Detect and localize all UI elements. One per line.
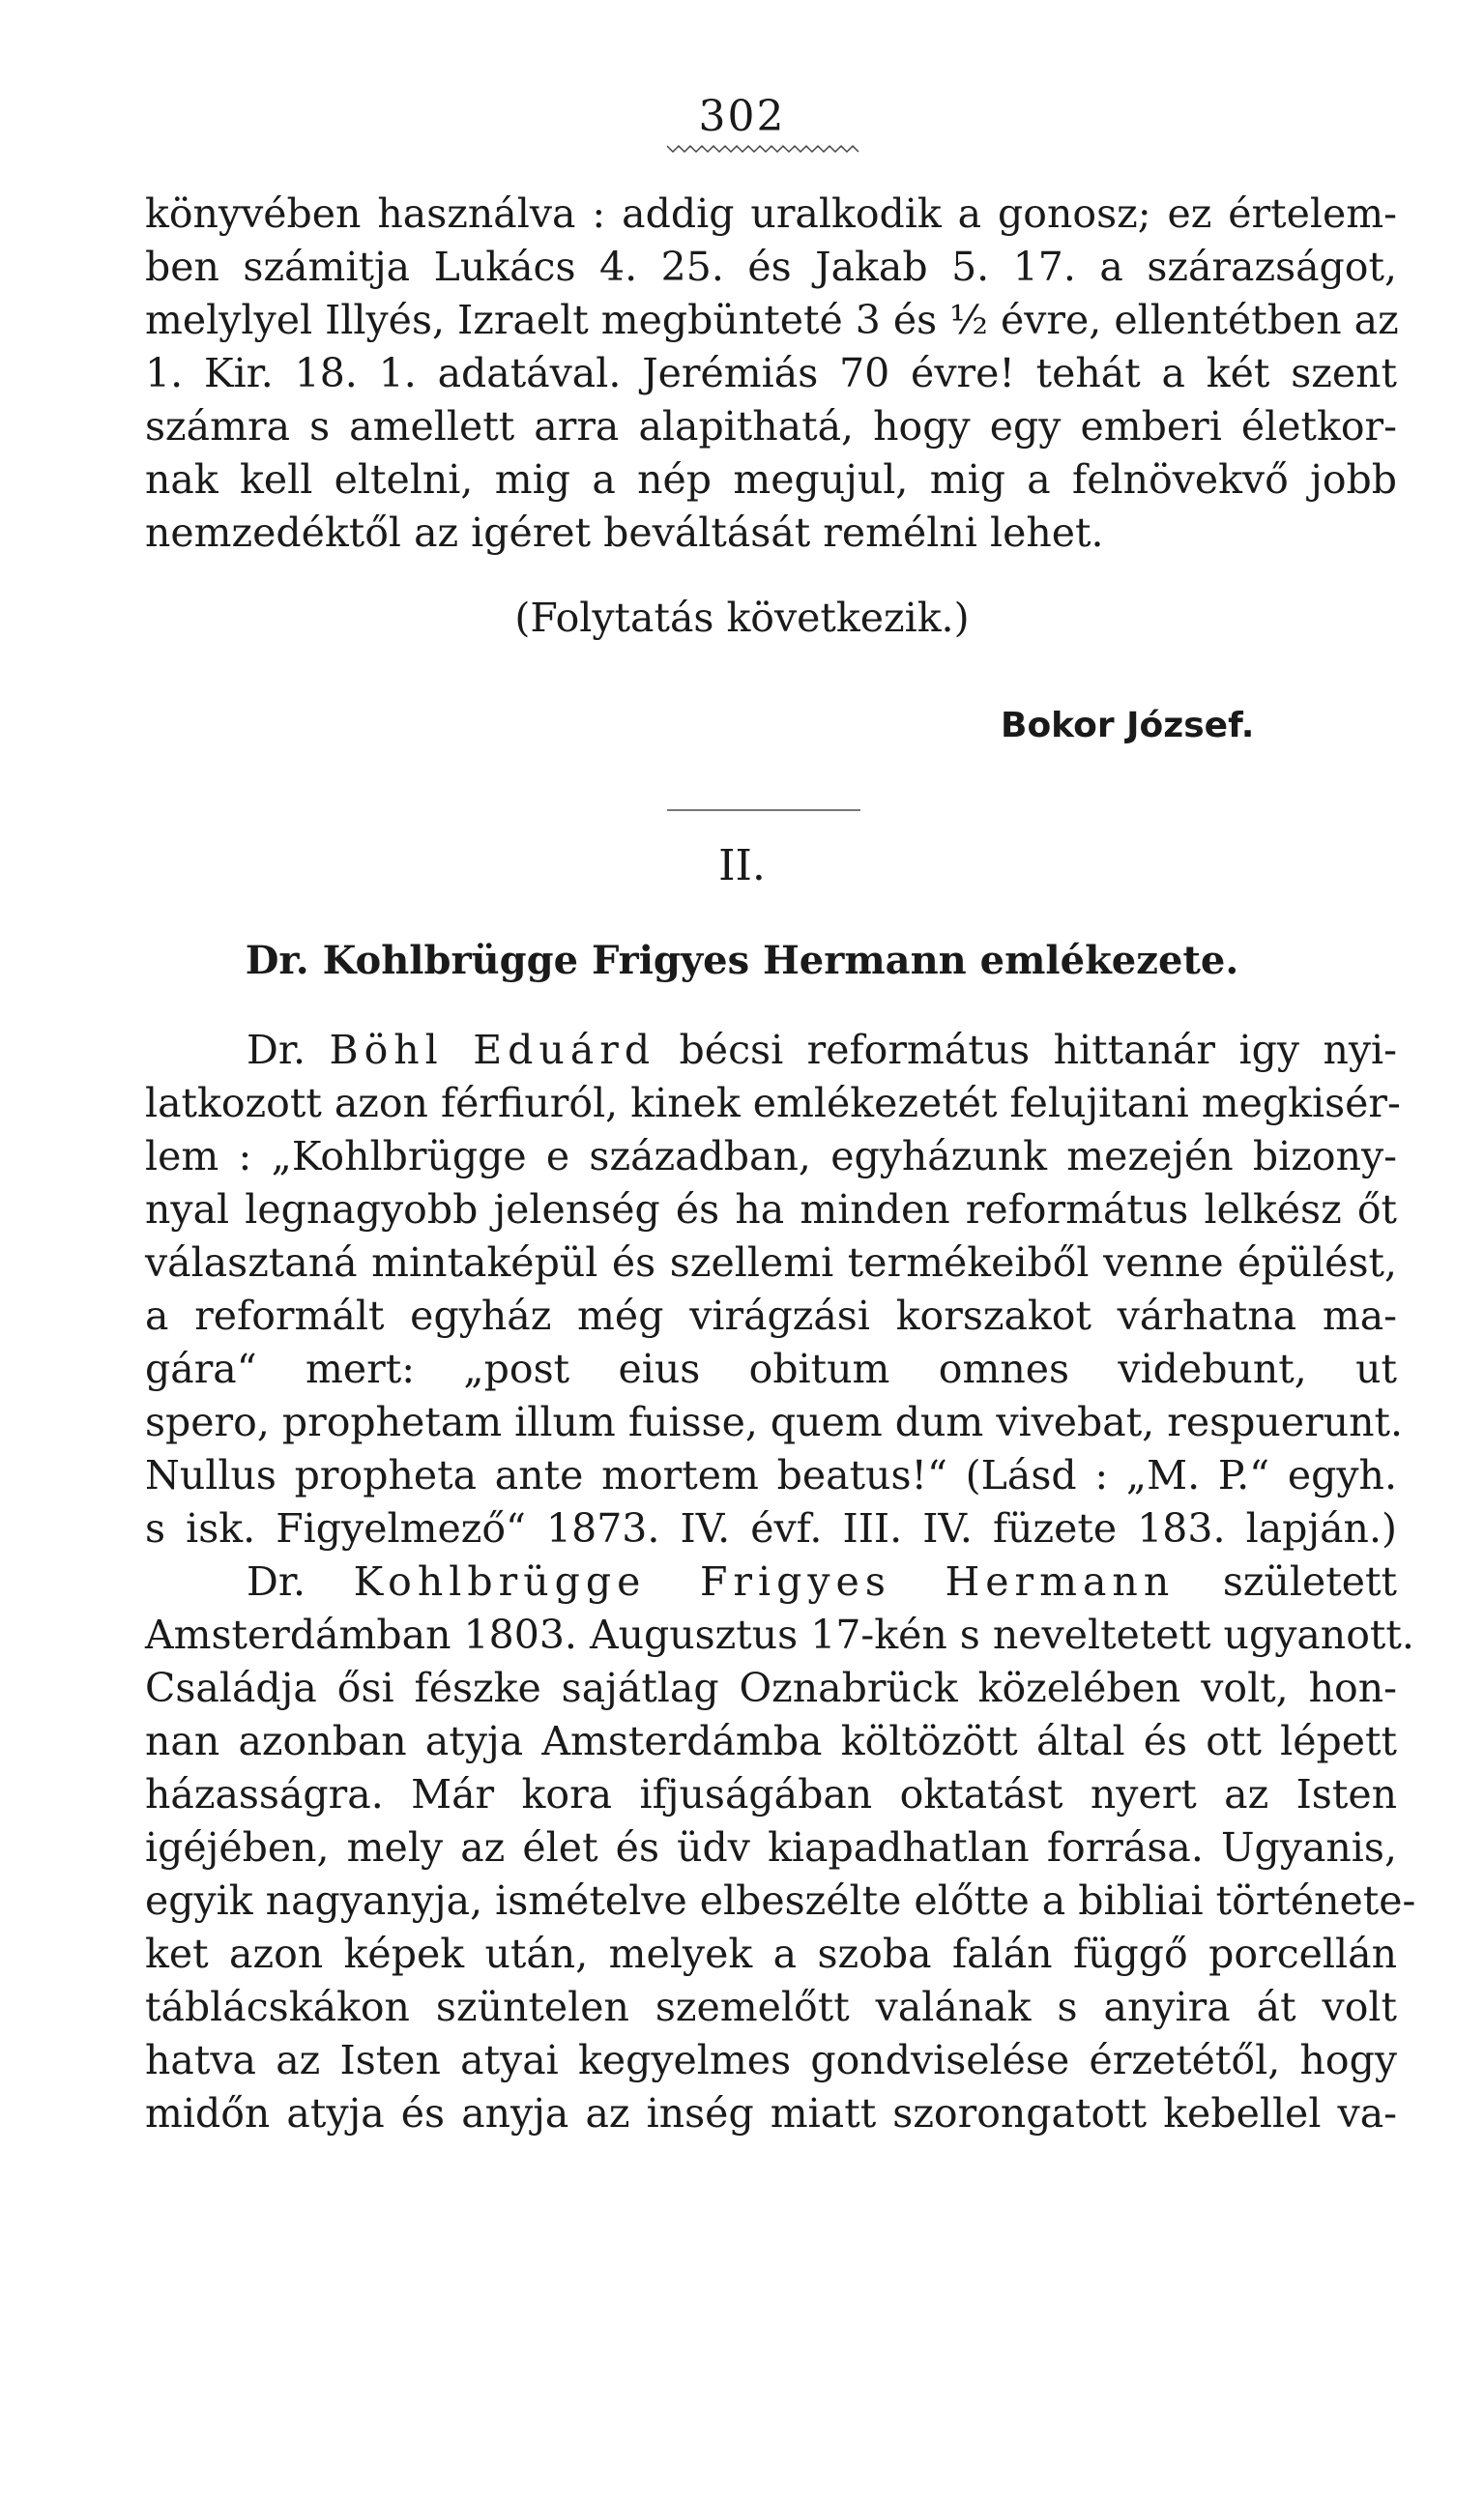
text-rest: született (1175, 1558, 1397, 1605)
text-line: s isk. Figyelmező“ 1873. IV. évf. III. IV. füzete 183. lapján.) (145, 1505, 1397, 1552)
text-line: táblácskákon szüntelen szemelőtt valának s anyira át volt (145, 1984, 1397, 2030)
section-divider (667, 809, 860, 811)
paragraph-first-line (247, 1025, 1397, 1075)
text-line: nak kell eltelni, mig a nép megujul, mig a felnövekvő jobb (145, 456, 1397, 503)
text-line: hatva az Isten atyai kegyelmes gondviselése érzetétől, hogy (145, 2037, 1397, 2083)
text-line: választaná mintaképül és szellemi termékeiből venne épülést, (145, 1239, 1397, 1286)
continuation-note: (Folytatás következik.) (514, 595, 970, 641)
text-lead: Dr. (247, 1558, 354, 1605)
text-lead: Dr. (247, 1027, 330, 1073)
text-line: midőn atyja és anyja az inség miatt szorongatott kebellel va- (145, 2090, 1397, 2137)
text-line: nan azonban atyja Amsterdámba költözött által és ott lépett (145, 1718, 1397, 1764)
text-line: spero, prophetam illum fuisse, quem dum vivebat, respuerunt. (145, 1399, 1403, 1445)
text-line: melylyel Illyés, Izraelt megbünteté 3 és ½ évre, ellentétben az (145, 297, 1399, 343)
text-line: Amsterdámban 1803. Augusztus 17-kén s neveltetett ugyanott. (145, 1612, 1414, 1658)
text-line: számra s amellett arra alapithatá, hogy egy emberi életkor- (145, 403, 1397, 450)
spaced-name: Böhl Eduárd (329, 1027, 656, 1073)
text-line: könyvében használva : addig uralkodik a gonosz; ez értelem- (145, 190, 1397, 237)
spaced-name: Kohlbrügge Frigyes Hermann (353, 1558, 1176, 1605)
text-line: Családja ősi fészke sajátlag Oznabrück közelében volt, hon- (145, 1665, 1397, 1711)
text-rest: bécsi református hittanár igy nyi- (655, 1027, 1397, 1073)
text-line: igéjében, mely az élet és üdv kiapadhatlan forrása. Ugyanis, (145, 1824, 1397, 1871)
text-line: nyal legnagyobb jelenség és ha minden református lelkész őt (145, 1186, 1397, 1233)
text-line: latkozott azon férfiuról, kinek emlékezetét felujitani megkisér- (145, 1080, 1401, 1126)
text-line: a reformált egyház még virágzási korszakot várhatna ma- (145, 1293, 1397, 1339)
text-line: ben számitja Lukács 4. 25. és Jakab 5. 17. a szárazságot, (145, 244, 1397, 290)
text-line: 1. Kir. 18. 1. adatával. Jerémiás 70 évre! tehát a két szent (145, 350, 1397, 396)
text-line: ket azon képek után, melyek a szoba falán függő porcellán (145, 1931, 1397, 1977)
text-line: egyik nagyanyja, ismételve elbeszélte előtte a bibliai története- (145, 1877, 1416, 1924)
text-line: házasságra. Már kora ifjuságában oktatást nyert az Isten (145, 1771, 1397, 1818)
section-title: Dr. Kohlbrügge Frigyes Hermann emlékezete. (245, 938, 1239, 983)
text-line: nemzedéktől az igéret beváltását remélni lehet. (145, 509, 1104, 556)
section-number: II. (718, 841, 766, 890)
page-number: 302 (698, 92, 786, 141)
text-line: lem : „Kohlbrügge e században, egyházunk mezején bizony- (145, 1133, 1397, 1179)
paragraph-first-line (247, 1556, 1397, 1607)
page-number-ornament (667, 143, 860, 155)
text-line: Nullus propheta ante mortem beatus!“ (Lásd : „M. P.“ egyh. (145, 1452, 1397, 1498)
text-line: gára“ mert: „post eius obitum omnes videbunt, ut (145, 1346, 1397, 1392)
author-signature: Bokor József. (1001, 706, 1255, 745)
